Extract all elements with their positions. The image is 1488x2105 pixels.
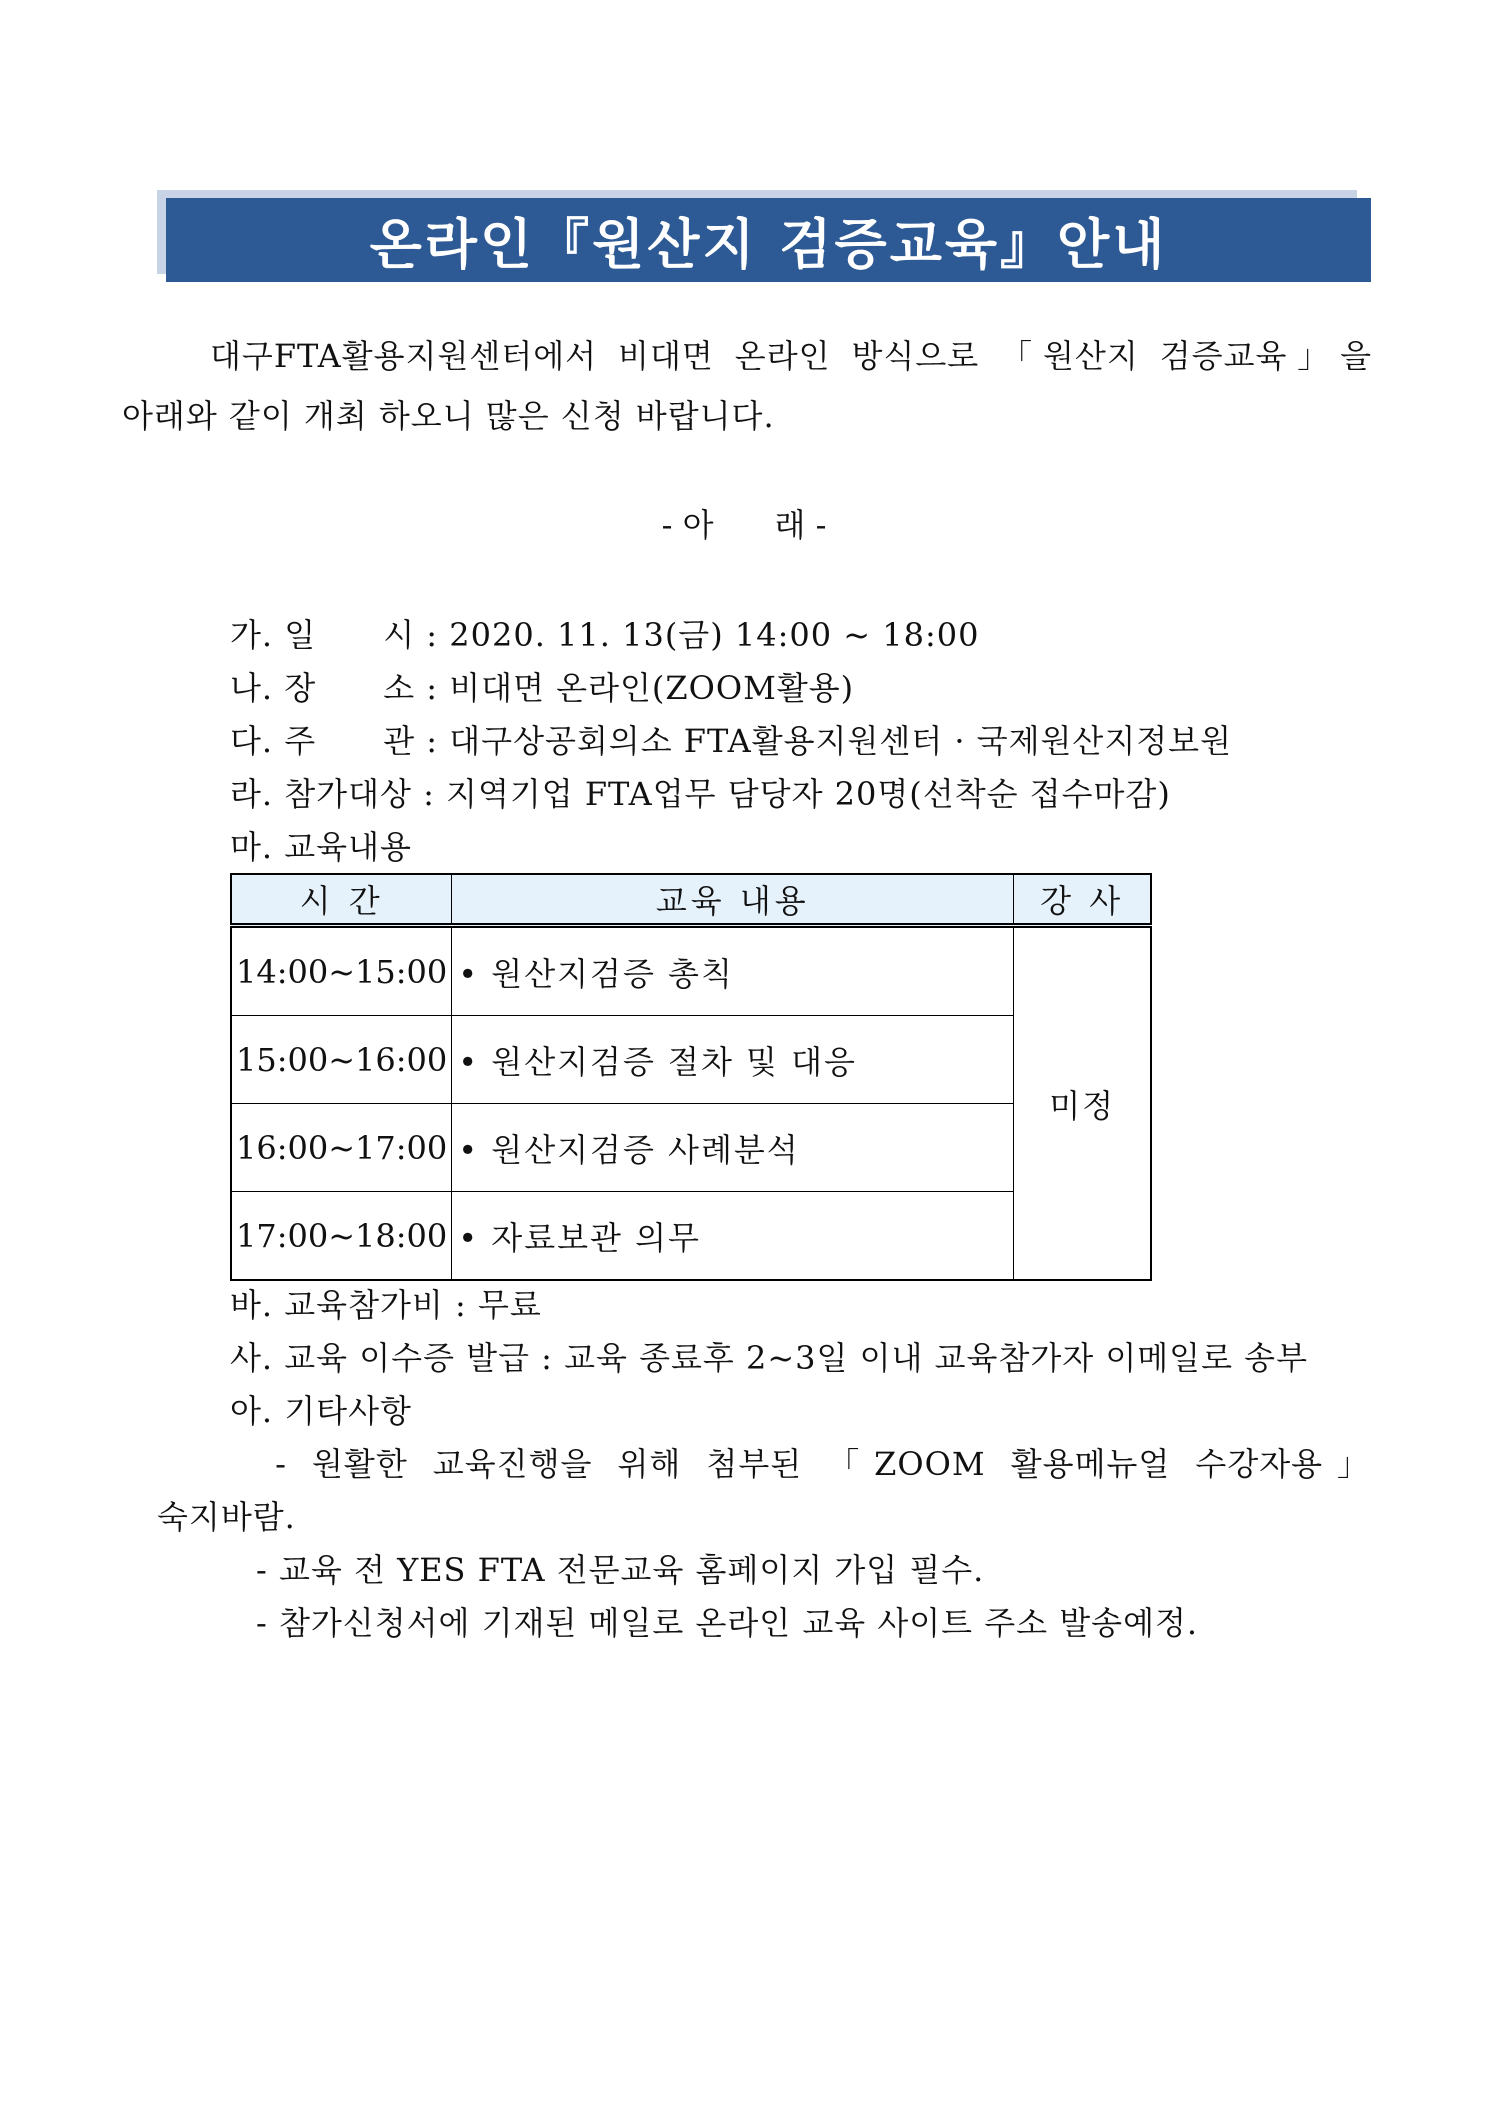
item-target (230, 769, 1171, 815)
item-host (230, 716, 1232, 762)
etc-line-3: - 참가신청서에 기재된 메일로 온라인 교육 사이트 주소 발송예정. (256, 1604, 1199, 1642)
row-instructor: 미정 (1014, 926, 1151, 1281)
item-content-key: 마. 교육내용 (230, 828, 412, 866)
item-place (230, 663, 854, 709)
table-row (231, 1016, 1151, 1104)
item-host-key: 다. 주 관 (230, 722, 416, 760)
etc-line-1: - 원활한 교육진행을 위해 첨부된 「ZOOM 활용메뉴얼 수강자용」 (250, 1445, 1370, 1483)
row-time: 14:00~15:00 (231, 926, 452, 1016)
title-banner (166, 198, 1371, 282)
header-instructor: 강 사 (1014, 874, 1151, 926)
row-time: 17:00~18:00 (231, 1192, 452, 1281)
intro-line-2: 아래와 같이 개최 하오니 많은 신청 바랍니다. (122, 397, 775, 435)
item-datetime (230, 610, 979, 656)
item-place-value: : 비대면 온라인(ZOOM활용) (415, 669, 855, 707)
row-time: 15:00~16:00 (231, 1016, 452, 1104)
item-host-value: : 대구상공회의소 FTA활용지원센터 · 국제원산지정보원 (415, 722, 1232, 760)
item-target-key: 라. 참가대상 (230, 775, 412, 813)
schedule-header-row (231, 874, 1151, 926)
table-row (231, 1192, 1151, 1281)
page-title: 온라인『원산지 검증교육』안내 (369, 212, 1168, 276)
item-content (230, 822, 412, 868)
item-fee: 바. 교육참가비 : 무료 (230, 1286, 542, 1324)
item-place-key: 나. 장 소 (230, 669, 416, 707)
row-content: • 원산지검증 사례분석 (452, 1104, 1014, 1192)
etc-line-2: - 교육 전 YES FTA 전문교육 홈페이지 가입 필수. (256, 1551, 985, 1589)
row-content: • 원산지검증 총칙 (452, 926, 1014, 1016)
header-time: 시 간 (231, 874, 452, 926)
row-time: 16:00~17:00 (231, 1104, 452, 1192)
etc-line-1-cont: 숙지바람. (157, 1498, 296, 1536)
item-datetime-value: : 2020. 11. 13(금) 14:00 ~ 18:00 (415, 616, 980, 654)
item-certificate: 사. 교육 이수증 발급 : 교육 종료후 2~3일 이내 교육참가자 이메일로 송부 (230, 1339, 1309, 1377)
table-row (231, 1104, 1151, 1192)
schedule-table (230, 873, 1152, 1281)
item-datetime-key: 가. 일 시 (230, 616, 416, 654)
intro-line-1: 대구FTA활용지원센터에서 비대면 온라인 방식으로 「원산지 검증교육」을 (210, 337, 1372, 375)
item-target-value: : 지역기업 FTA업무 담당자 20명(선착순 접수마감) (411, 775, 1171, 813)
item-etc: 아. 기타사항 (230, 1392, 412, 1430)
intro-paragraph (122, 326, 1372, 446)
row-content: • 자료보관 의무 (452, 1192, 1014, 1281)
row-content: • 원산지검증 절차 및 대응 (452, 1016, 1014, 1104)
header-content: 교육 내용 (452, 874, 1014, 926)
notice-heading: - 아 래 - (661, 506, 827, 544)
table-row (231, 926, 1151, 1016)
